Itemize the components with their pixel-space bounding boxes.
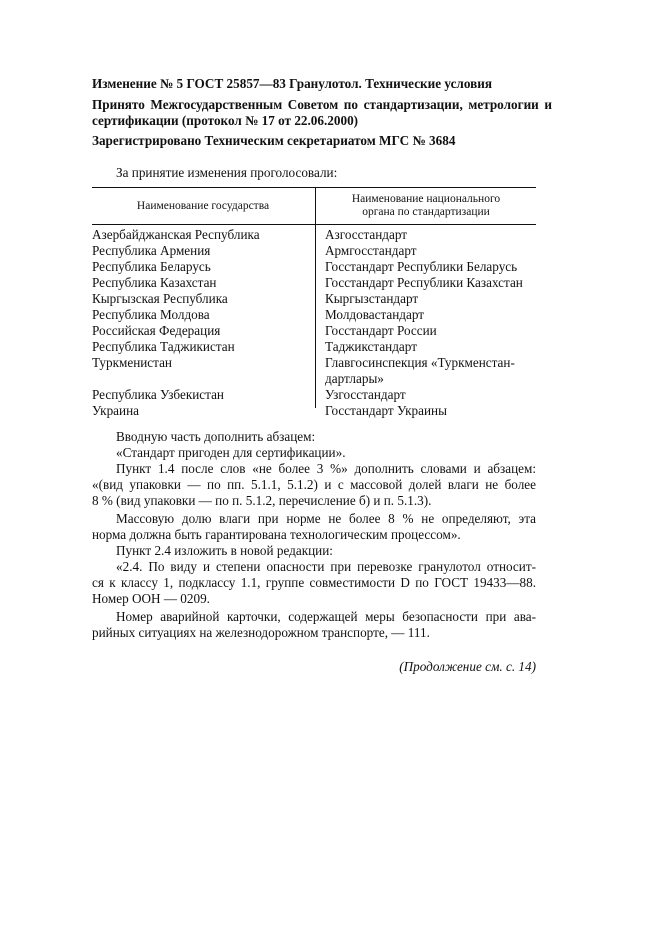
paragraph-intro-addition: Вводную часть дополнить абзацем: <box>116 429 316 444</box>
continuation-note: (Продолжение см. с. 14) <box>399 659 536 674</box>
state-cell: Республика Армения <box>92 243 211 258</box>
state-cell: Республика Молдова <box>92 307 210 322</box>
registration-statement: Зарегистрировано Техническим секретариатом МГС № 3684 <box>92 133 456 148</box>
paragraph-2-4-line3: Номер ООН — 0209. <box>92 591 210 606</box>
amendment-title: Изменение № 5 ГОСТ 25857—83 Гранулотол. Технические условия <box>92 76 492 91</box>
org-cell: Госстандарт Украины <box>325 403 447 418</box>
org-cell: Госстандарт Республики Казахстан <box>325 275 523 290</box>
col-header-org-line1: Наименование национального <box>351 193 501 205</box>
org-cell: Армгосстандарт <box>325 243 417 258</box>
org-cell: Узгосстандарт <box>325 387 406 402</box>
col-header-state: Наименование государства <box>136 200 270 212</box>
paragraph-2-4-intro: Пункт 2.4 изложить в новой редакции: <box>116 543 333 558</box>
col-header-org-line2: органа по стандартизации <box>362 206 490 218</box>
org-cell: Кыргызстандарт <box>325 291 419 306</box>
state-cell: Республика Беларусь <box>92 259 211 274</box>
paragraph-1-4-line2: «(вид упаковки — по пп. 5.1.1, 5.1.2) и с массовой долей влаги не более <box>92 477 536 492</box>
paragraph-moisture-line2: норма должна быть гарантирована технологическим процессом». <box>92 527 461 542</box>
paragraph-moisture-line1: Массовую долю влаги при норме не более 8 % не определяют, эта <box>116 511 536 526</box>
paragraph-emergency-line1: Номер аварийной карточки, содержащей меры безопасности при ава- <box>116 609 536 624</box>
state-cell: Кыргызская Республика <box>92 291 228 306</box>
state-cell: Республика Казахстан <box>92 275 217 290</box>
adoption-statement: Принято Межгосударственным Советом по стандартизации, метрологии и сертификации (протокол № 17 от 22.06.2000) <box>92 97 552 128</box>
paragraph-2-4-line1: «2.4. По виду и степени опасности при перевозке гранулотол относит- <box>116 559 536 574</box>
paragraph-1-4-line1: Пункт 1.4 после слов «не более 3 %» дополнить словами и абзацем: <box>116 461 536 476</box>
org-cell: Таджикстандарт <box>325 339 417 354</box>
table-header-rule <box>92 224 536 225</box>
org-cell: Главгосинспекция «Туркменстан- <box>325 355 515 370</box>
org-cell: Молдовастандарт <box>325 307 425 322</box>
table-column-divider <box>315 187 316 408</box>
state-cell: Туркменистан <box>92 355 172 370</box>
org-cell: Госстандарт России <box>325 323 437 338</box>
org-cell: Азгосстандарт <box>325 227 408 242</box>
paragraph-emergency-line2: рийных ситуациях на железнодорожном транспорте, — 111. <box>92 625 430 640</box>
state-cell: Азербайджанская Республика <box>92 227 260 242</box>
state-cell: Республика Узбекистан <box>92 387 224 402</box>
paragraph-1-4-line3: 8 % (вид упаковки — по п. 5.1.2, перечисление б) и п. 5.1.3). <box>92 493 432 508</box>
state-cell: Российская Федерация <box>92 323 221 338</box>
state-cell: Республика Таджикистан <box>92 339 235 354</box>
state-cell: Украина <box>92 403 139 418</box>
paragraph-certification: «Стандарт пригоден для сертификации». <box>116 445 346 460</box>
org-cell: Госстандарт Республики Беларусь <box>325 259 518 274</box>
org-cell-continuation: дартлары» <box>325 371 384 386</box>
vote-intro: За принятие изменения проголосовали: <box>116 165 338 180</box>
table-top-rule <box>92 187 536 188</box>
paragraph-2-4-line2: ся к классу 1, подклассу 1.1, группе совместимости D по ГОСТ 19433—88. <box>92 575 536 590</box>
